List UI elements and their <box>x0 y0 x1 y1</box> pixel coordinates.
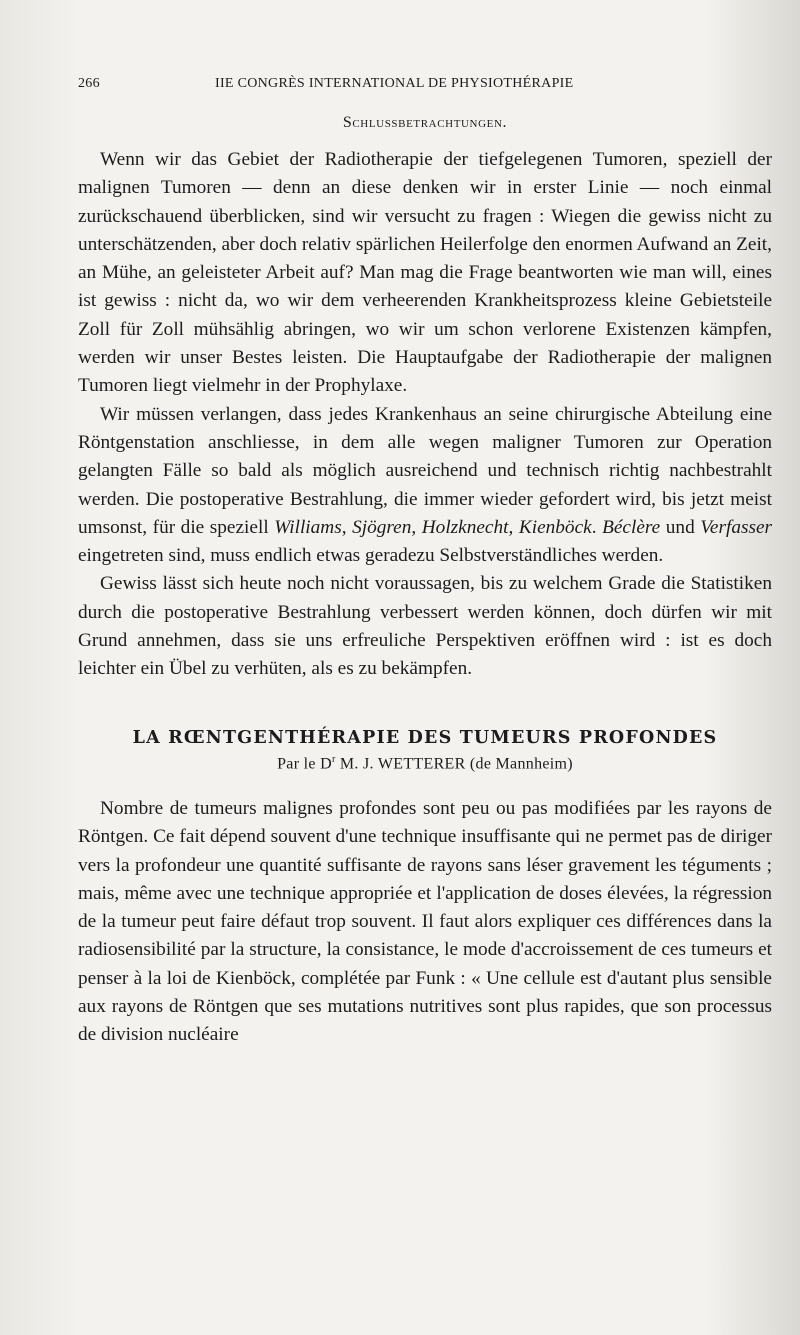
paragraph-text: Wir müssen verlangen, dass jedes Krankenhaus an seine chirurgische Abteilung eine Röntgenstation anschliesse, in dem alle wegen maligner Tumoren zur Operation gelangten Fälle so bald als möglich ausreichend und technisch richtig nachbestrahlt werden. Die postoperative Bestrahlung, die immer wieder gefordert wird, bis jetzt meist umsonst, für die speziell <box>78 403 772 538</box>
page-header <box>78 66 772 106</box>
author-name: Kienböck <box>518 516 592 538</box>
paragraph: Gewiss lässt sich heute noch nicht voraussagen, bis zu welchem Grade die Statistiken durch die postoperative Bestrahlung verbessert werden können, doch dürfen wir mit Grund annehmen, dass sie uns erfreuliche Perspektiven eröffnen wird : ist es doch leichter ein Übel zu verhüten, als es zu bekämpfen. <box>78 573 772 680</box>
byline-author: M. J. WETTERER <box>339 754 466 772</box>
separator: . <box>591 516 603 538</box>
separator: , <box>411 516 422 538</box>
author-name: Holzknecht <box>421 516 509 538</box>
paragraph: Nombre de tumeurs malignes profondes sont peu ou pas modifiées par les rayons de Röntgen. Ce fait dépend souvent d'une technique insuffisante qui ne permet pas de diriger vers la profondeur une quantité suffisante de rayons sans léser gravement les téguments ; mais, même avec une technique appropriée et l'application de doses élevées, la régression de la tumeur peut faire défaut trop souvent. Il faut alors expliquer ces différences dans la radiosensibilité par la structure, la consistance, le mode d'accroissement de ces tumeurs et penser à la loi de Kienböck, complétée par Funk : « Une cellule est d'autant plus sensible aux rayons de Röntgen que ses mutations nutritives sont plus rapides, que son processus de division nucléaire <box>78 797 772 1046</box>
paragraph <box>78 401 772 571</box>
separator: und <box>660 516 701 538</box>
article-title: LA RŒNTGENTHÉRAPIE DES TUMEURS PROFONDES <box>132 727 718 748</box>
separator: , <box>341 516 353 538</box>
section-heading: Schlussbetrachtungen. <box>342 114 508 131</box>
paragraph: Wenn wir das Gebiet der Radiotherapie der tiefgelegenen Tumoren, speziell der malignen Tumoren — denn an diese denken wir in erster Linie — noch einmal zurückschauend überblicken, sind wir versucht zu fragen : Wiegen die gewiss nicht zu unterschätzenden, aber doch relativ spärlichen Heilerfolge den enormen Aufwand an Zeit, an Mühe, an geleisteter Arbeit auf? Man mag die Frage beantworten wie man will, eines ist gewiss : nicht da, wo wir dem verheerenden Krankheitsprozess kleine Gebietsteile Zoll für Zoll mühsählig abringen, wo wir um schon verlorene Existenzen kämpfen, werden wir unser Bestes leisten. Die Hauptaufgabe der Radiotherapie der malignen Tumoren liegt vielmehr in der Prophylaxe. <box>78 149 772 397</box>
running-title: IIE CONGRÈS INTERNATIONAL DE PHYSIOTHÉRAPIE <box>215 76 574 91</box>
byline <box>78 754 772 773</box>
author-name: Sjögren <box>352 516 412 538</box>
author-name: Verfasser <box>700 516 773 538</box>
author-name: Béclère <box>602 516 661 538</box>
separator: , <box>508 516 519 538</box>
byline-suffix: (de Mannheim) <box>469 754 573 772</box>
paragraph-text: eingetreten sind, muss endlich etwas geradezu Selbstverständliches werden. <box>78 545 664 567</box>
author-name: Williams <box>274 516 342 538</box>
byline-prefix: Par le D <box>277 754 332 772</box>
byline-sup: r <box>331 753 336 765</box>
page-number: 266 <box>78 76 100 91</box>
